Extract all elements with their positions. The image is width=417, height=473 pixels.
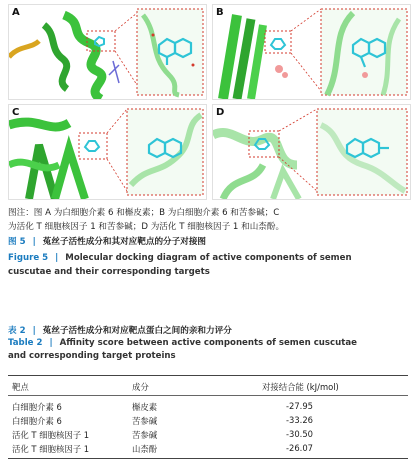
docking-render-d (213, 105, 410, 199)
docking-panel-c (8, 104, 207, 200)
panel-letter-c: C (12, 107, 20, 118)
figure-separator-en: | (55, 253, 59, 263)
figure-title-en (8, 252, 352, 265)
figure-number-cn: 图 5 (8, 237, 26, 247)
table-header-binding-energy: 对接结合能 (kJ/mol) (262, 382, 339, 392)
table-header-rule (8, 395, 408, 396)
table-number-en: Table 2 (8, 338, 43, 348)
figure-title-cn-text: 菟丝子活性成分和其对应靶点的分子对接图 (42, 237, 207, 247)
table-separator-cn: | (32, 326, 36, 336)
table-title-en-line-2: and corresponding target proteins (8, 351, 176, 361)
figure-title-en-line-2: cuscutae and their corresponding targets (8, 267, 210, 277)
table-cell-energy: -26.07 (286, 443, 313, 453)
table-cell-component: 苦参碱 (132, 416, 158, 426)
figure-note-line-1: 图注：图 A 为白细胞介素 6 和槲皮素；B 为白细胞介素 6 和苦参碱；C (8, 208, 280, 218)
table-cell-component: 山柰酚 (132, 444, 158, 454)
figure-note-line-2: 为活化 T 细胞核因子 1 和苦参碱；D 为活化 T 细胞核因子 1 和山柰酚。 (8, 222, 285, 232)
panel-letter-b: B (216, 7, 224, 18)
figure-number-en: Figure 5 (8, 253, 49, 263)
panel-letter-d: D (216, 107, 225, 118)
table-cell-energy: -30.50 (286, 429, 313, 439)
figure-title-cn (8, 236, 206, 249)
table-cell-energy: -27.95 (286, 401, 313, 411)
docking-render-b (213, 5, 410, 99)
table-cell-energy: -33.26 (286, 415, 313, 425)
docking-render-c (9, 105, 206, 199)
table-number-cn: 表 2 (8, 326, 26, 336)
table-cell-target: 白细胞介素 6 (12, 402, 62, 412)
table-cell-component: 槲皮素 (132, 402, 158, 412)
docking-panel-a (8, 4, 207, 100)
table-bottom-rule (8, 458, 408, 459)
table-cell-target: 白细胞介素 6 (12, 416, 62, 426)
table-cell-target: 活化 T 细胞核因子 1 (12, 430, 90, 440)
panel-letter-a: A (12, 7, 20, 18)
table-top-rule (8, 375, 408, 376)
figure-title-en-line-1: Molecular docking diagram of active components of semen (65, 253, 352, 263)
table-title-cn (8, 324, 232, 336)
table-header-component: 成分 (132, 382, 149, 392)
table-title-en (8, 337, 408, 363)
figure-separator-cn: | (32, 237, 36, 247)
docking-panel-b (212, 4, 411, 100)
docking-render-a (9, 5, 206, 99)
table-cell-target: 活化 T 细胞核因子 1 (12, 444, 90, 454)
table-separator-en: | (49, 338, 53, 348)
figure-5 (8, 4, 409, 200)
table-header-target: 靶点 (12, 382, 29, 392)
table-cell-component: 苦参碱 (132, 430, 158, 440)
table-title-cn-text: 菟丝子活性成分和对应靶点蛋白之间的亲和力评分 (42, 326, 232, 336)
docking-panel-d (212, 104, 411, 200)
table-title-en-line-1: Affinity score between active components of semen cuscutae (59, 338, 357, 348)
